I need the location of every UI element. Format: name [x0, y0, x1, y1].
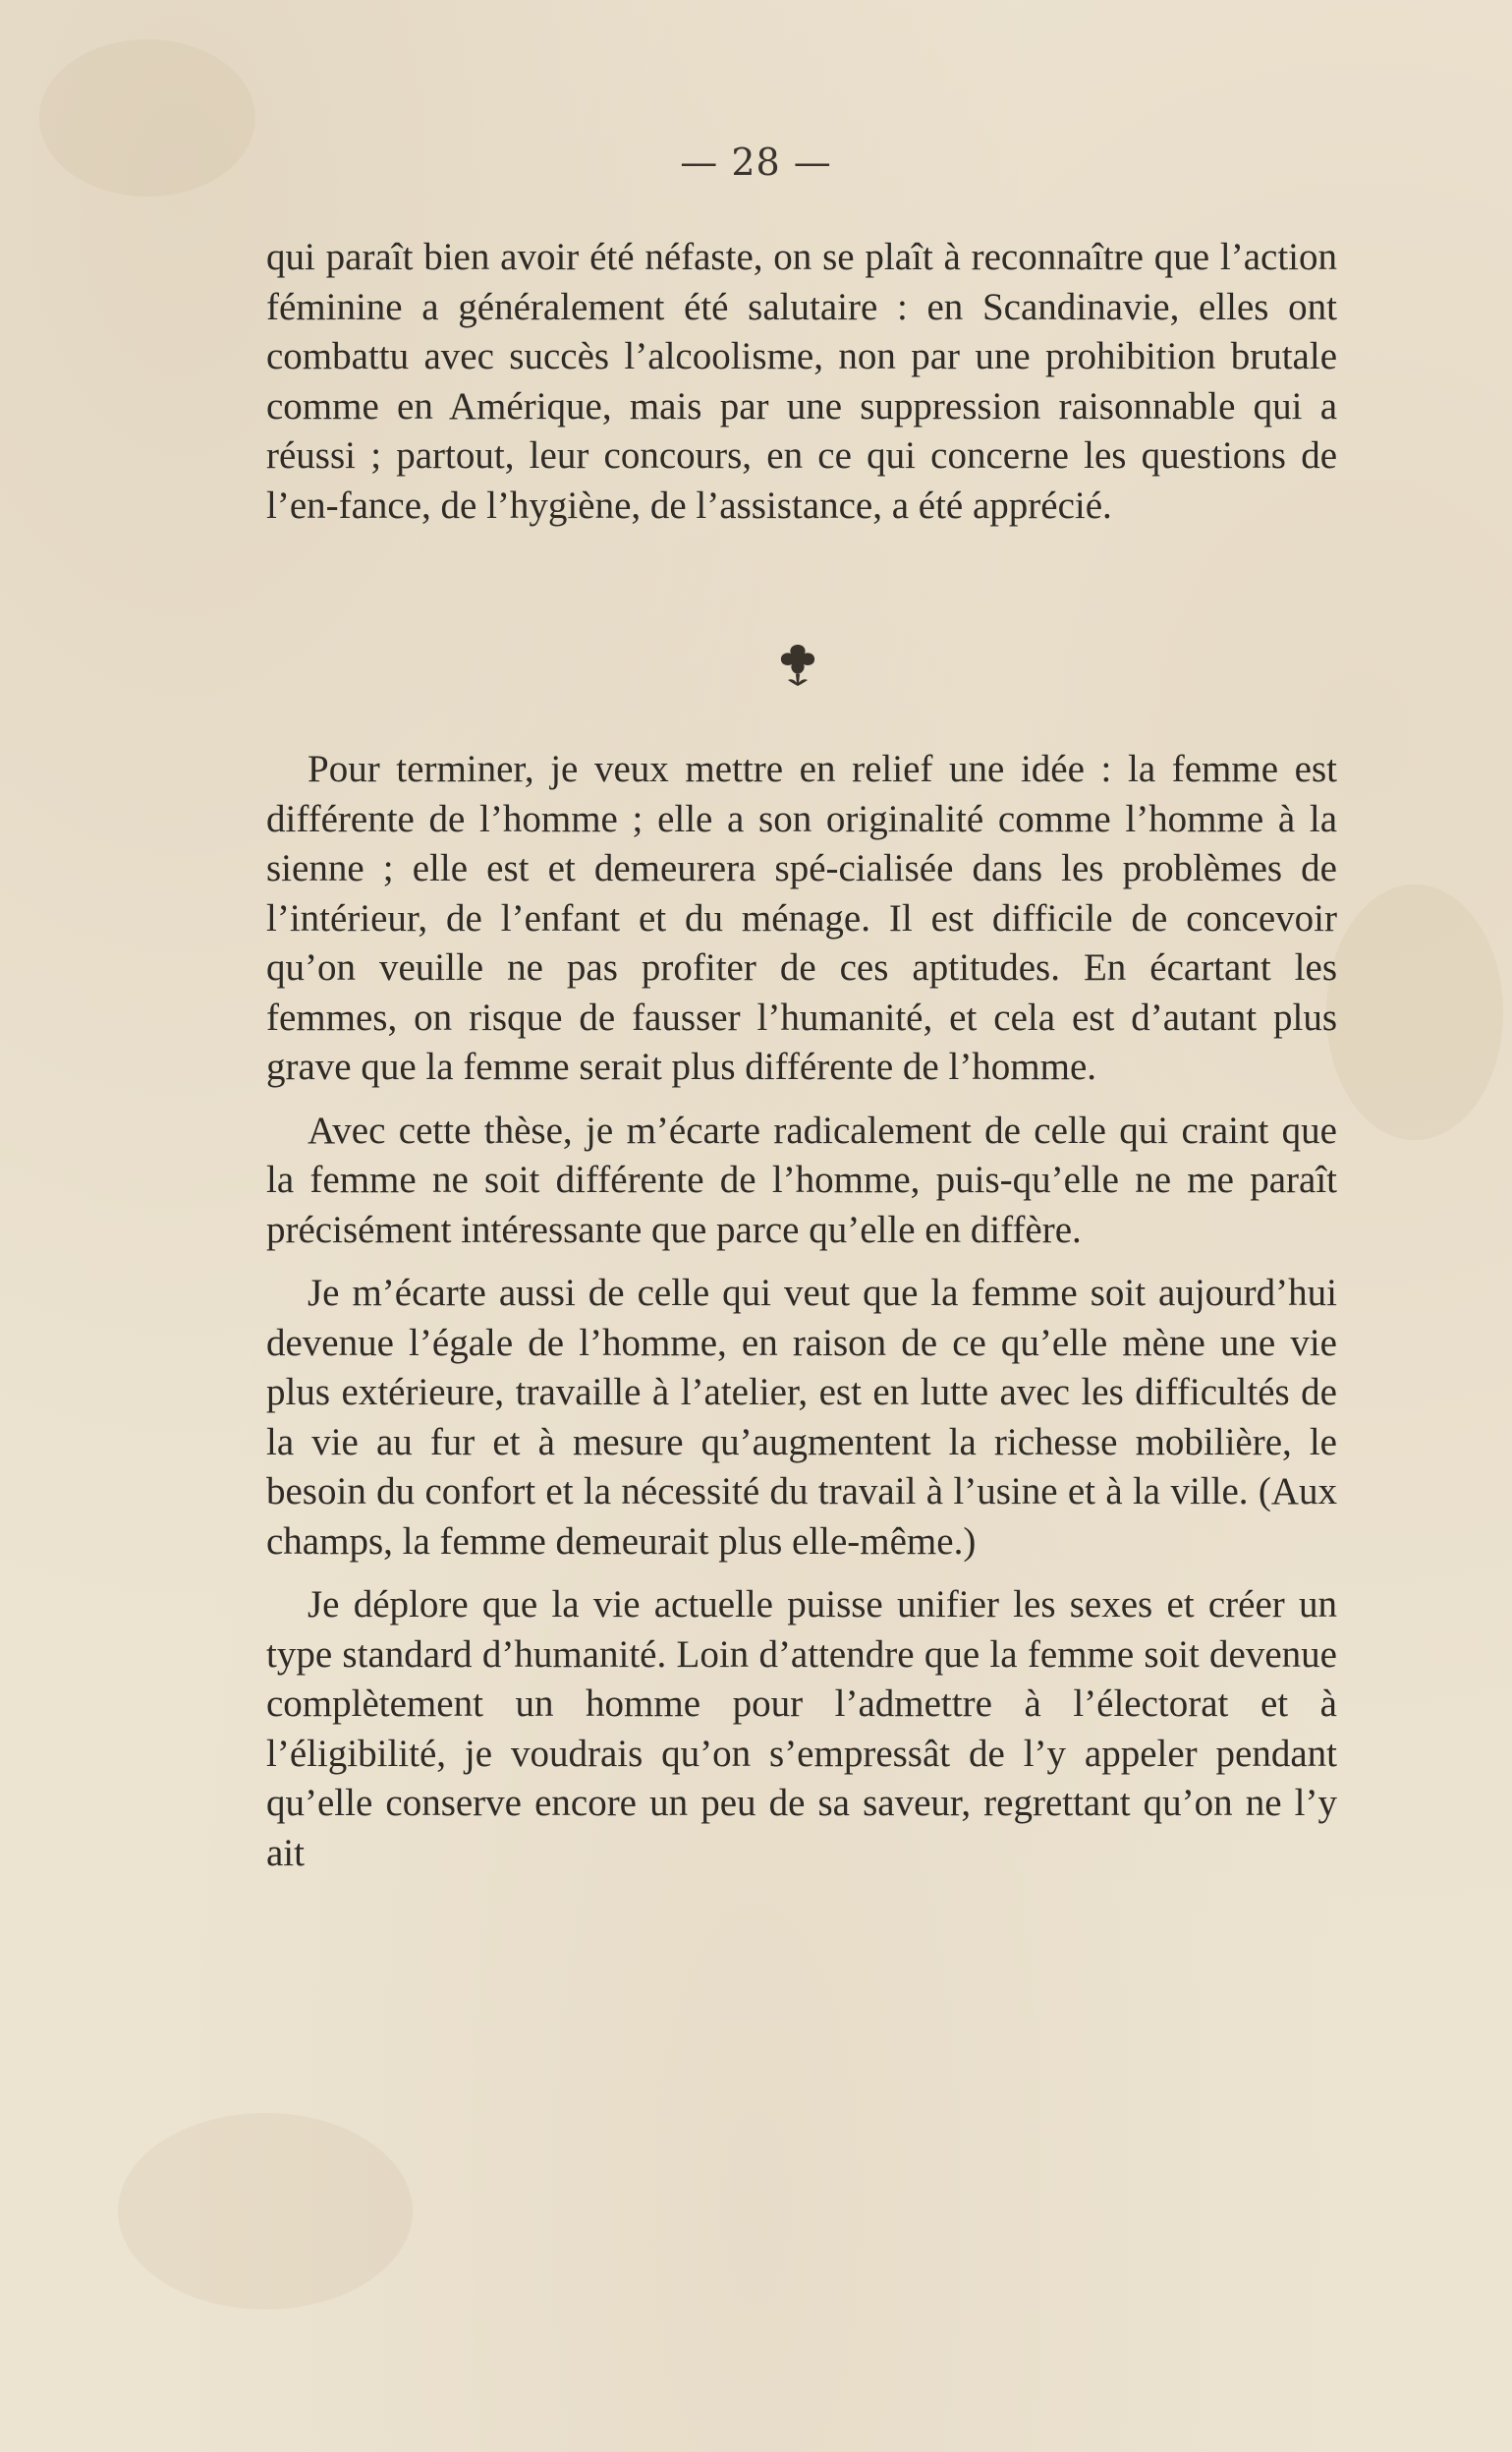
fleuron-icon	[772, 639, 823, 690]
paragraph: Je m’écarte aussi de celle qui veut que la femme soit aujourd’hui devenue l’égale de l’homme, en raison de ce qu’elle mène une vie plus extérieure, travaille à l’atelier, est en lutte avec les difficultés de la vie au fur et à mesure qu’augmentent la richesse mobilière, le besoin du confort et la nécessité du travail à l’usine et à la ville. (Aux champs, la femme demeurait plus elle-même.)	[266, 1272, 1337, 1563]
paragraph: Je déplore que la vie actuelle puisse unifier les sexes et créer un type standard d’humanité. Loin d’attendre que la femme soit devenue complètement un homme pour l’admettre à l’électorat et à l’éligibilité, je voudrais qu’on s’empressât de l’y appeler pendant qu’elle conserve encore un peu de sa saveur, regrettant qu’on ne l’y ait	[266, 1583, 1337, 1874]
paragraph: qui paraît bien avoir été néfaste, on se plaît à reconnaître que l’action féminine a généralement été salutaire : en Scandinavie, elles ont combattu avec succès l’alcoolisme, non par une prohibition brutale comme en Amérique, mais par une suppression raisonnable qui a réussi ; partout, leur concours, en ce qui concerne les questions de l’en-fance, de l’hygiène, de l’assistance, a été apprécié.	[266, 236, 1337, 527]
paragraph: Pour terminer, je veux mettre en relief une idée : la femme est différente de l’homme ; elle a son originalité comme l’homme à la sienne ; elle est et demeurera spé-cialisée dans les problèmes de l’intérieur, de l’enfant et du ménage. Il est difficile de concevoir qu’on veuille ne pas profiter de ces aptitudes. En écartant les femmes, on risque de fausser l’humanité, et cela est d’autant plus grave que la femme serait plus différente de l’homme.	[266, 748, 1337, 1088]
text-section-1	[266, 233, 1337, 531]
text-section-2	[266, 745, 1337, 1878]
paper-stain	[1326, 884, 1503, 1140]
paper-stain	[118, 2113, 413, 2309]
page-number: — 28 —	[680, 141, 832, 184]
paragraph: Avec cette thèse, je m’écarte radicalement de celle qui craint que la femme ne soit différente de l’homme, puis-qu’elle ne me paraît précisément intéressante que parce qu’elle en diffère.	[266, 1109, 1337, 1251]
